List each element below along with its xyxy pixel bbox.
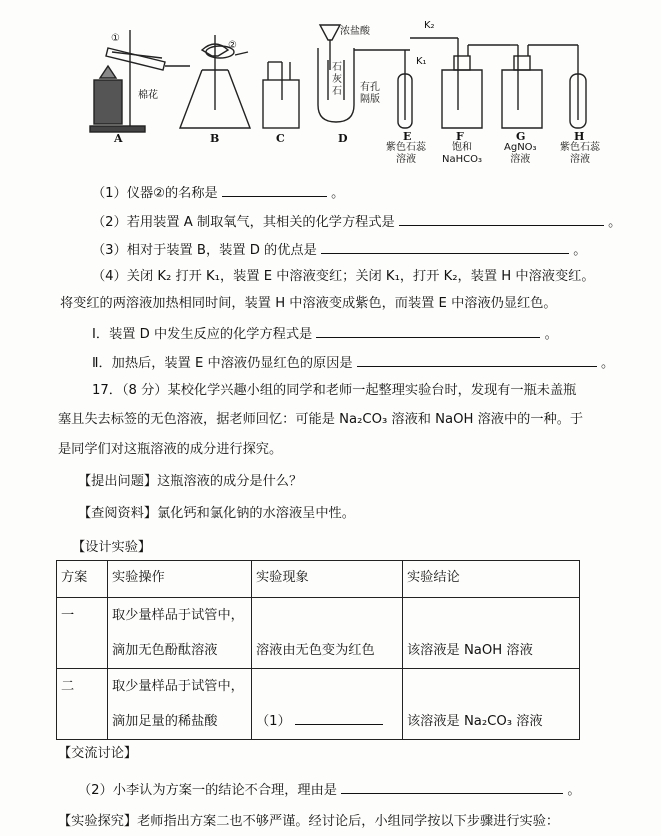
q16-part-4: （4）关闭 K₂ 打开 K₁，装置 E 中溶液变红；关闭 K₁，打开 K₂，装置 H 中溶液变红。	[92, 269, 595, 284]
plan-number: 二	[61, 679, 75, 694]
phenomenon-blank-row	[256, 704, 398, 739]
q16-part-3	[92, 239, 586, 261]
answer-blank-3[interactable]	[321, 239, 569, 254]
conclusion-cell	[403, 669, 580, 740]
q16-ii-end: 。	[601, 356, 615, 371]
answer-blank-1[interactable]	[222, 182, 327, 197]
label-b: B	[210, 132, 220, 145]
q16-ii-text: Ⅱ．加热后，装置 E 中溶液仍显红色的原因是	[92, 356, 353, 371]
q16-i-text: Ⅰ．装置 D 中发生反应的化学方程式是	[92, 327, 313, 342]
table-header-row	[57, 561, 580, 598]
phenomenon-cell	[252, 598, 403, 669]
q17-explore: 【实验探究】老师指出方案二也不够严谨。经讨论后，小组同学按以下步骤进行实验：	[58, 814, 560, 829]
operation-cell	[108, 669, 252, 740]
marker-2: ②	[228, 40, 237, 51]
q17-question: 【提出问题】这瓶溶液的成分是什么？	[78, 474, 303, 489]
k2-label: K₂	[424, 20, 435, 31]
answer-blank-ii[interactable]	[357, 352, 597, 367]
f-solution-label: 饱和 NaHCO₃	[442, 142, 482, 165]
label-e: E	[403, 130, 412, 143]
q16-part-2-text: （2）若用装置 A 制取氧气，其相关的化学方程式是	[92, 215, 395, 230]
q17-intro-1: 17．（8 分）某校化学兴趣小组的同学和老师一起整理实验台时，发现有一瓶未盖瓶	[92, 383, 577, 398]
phenomenon-text: 溶液由无色变为红色	[256, 643, 375, 658]
label-h: H	[574, 130, 585, 143]
plan-number: 一	[61, 608, 75, 623]
q16-part-1-text: （1）仪器②的名称是	[92, 186, 218, 201]
label-a: A	[114, 132, 123, 145]
apparatus-e	[398, 50, 412, 128]
porous-plate-label: 有孔 隔版	[360, 82, 380, 105]
k1-label: K₁	[416, 56, 427, 67]
conclusion-text: 该溶液是 Na₂CO₃ 溶液	[407, 714, 543, 729]
cotton-label: 棉花	[138, 90, 158, 101]
conclusion-cell	[403, 598, 580, 669]
q16-part-1-end: 。	[331, 186, 345, 201]
operation-line: 取少量样品于试管中，	[112, 679, 244, 694]
q16-part-4-cont: 将变红的两溶液加热相同时间，装置 H 中溶液变成紫色，而装置 E 中溶液仍显红色。	[60, 296, 557, 311]
g-solution-label: AgNO₃ 溶液	[504, 142, 537, 165]
e-solution-label: 紫色石蕊 溶液	[386, 142, 426, 165]
conc-hcl-label: 浓盐酸	[340, 26, 370, 37]
label-g: G	[516, 130, 526, 143]
q17-info: 【查阅资料】氯化钙和氯化钠的水溶液呈中性。	[78, 506, 355, 521]
q16-part-1	[92, 182, 344, 204]
answer-blank-reason[interactable]	[341, 779, 563, 794]
q17-discussion-2-end: 。	[567, 783, 581, 798]
apparatus-a	[90, 30, 190, 132]
label-c: C	[276, 132, 285, 145]
marker-1: ①	[111, 33, 120, 44]
limestone-label: 石 灰 石	[332, 62, 342, 97]
apparatus-g	[502, 45, 578, 128]
q16-i-end: 。	[544, 327, 558, 342]
experiment-table	[56, 560, 580, 740]
answer-blank-i[interactable]	[316, 323, 540, 338]
h-solution-label: 紫色石蕊 溶液	[560, 142, 600, 165]
plan-cell	[57, 669, 108, 740]
q17-discussion: 【交流讨论】	[58, 746, 138, 761]
operation-line: 滴加无色酚酞溶液	[112, 643, 218, 658]
phenomenon-cell	[252, 669, 403, 740]
q17-design: 【设计实验】	[72, 540, 152, 555]
apparatus-b	[180, 35, 250, 128]
apparatus-figure	[70, 0, 630, 175]
table-row	[57, 669, 580, 740]
table-row	[57, 598, 580, 669]
q17-intro-2: 塞且失去标签的无色溶液，据老师回忆：可能是 Na₂CO₃ 溶液和 NaOH 溶液中的一种。于	[58, 412, 584, 427]
q16-part-3-text: （3）相对于装置 B，装置 D 的优点是	[92, 243, 317, 258]
operation-cell	[108, 598, 252, 669]
q16-i	[92, 323, 558, 345]
q16-ii	[92, 352, 614, 374]
q16-part-3-end: 。	[573, 243, 587, 258]
label-f: F	[456, 130, 464, 143]
answer-blank-2[interactable]	[399, 211, 604, 226]
apparatus-f	[410, 38, 510, 128]
table-header: 实验操作	[108, 561, 252, 598]
label-d: D	[338, 132, 348, 145]
table-header: 方案	[57, 561, 108, 598]
q16-part-2-end: 。	[608, 215, 622, 230]
answer-blank-phenomenon[interactable]	[295, 710, 383, 725]
table-header: 实验现象	[252, 561, 403, 598]
q17-discussion-2-text: （2）小李认为方案一的结论不合理，理由是	[78, 783, 337, 798]
operation-line: 取少量样品于试管中，	[112, 608, 244, 623]
conclusion-text: 该溶液是 NaOH 溶液	[407, 643, 533, 658]
table-header: 实验结论	[403, 561, 580, 598]
apparatus-h	[570, 45, 586, 128]
apparatus-c	[263, 62, 299, 128]
q17-discussion-2	[78, 779, 581, 801]
plan-cell	[57, 598, 108, 669]
operation-line: 滴加足量的稀盐酸	[112, 714, 218, 729]
phenomenon-text: （1）	[256, 714, 291, 729]
q16-part-2	[92, 211, 621, 233]
q17-intro-3: 是同学们对这瓶溶液的成分进行探究。	[58, 442, 283, 457]
